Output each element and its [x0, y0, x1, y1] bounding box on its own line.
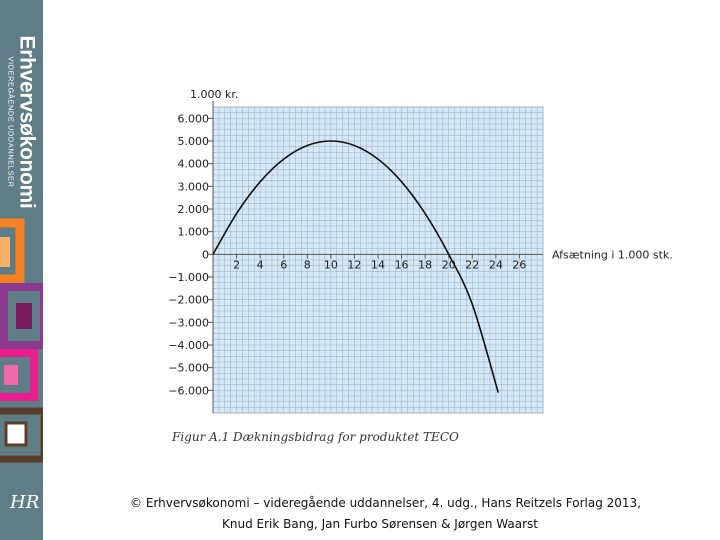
x-tick-label: 6 — [280, 258, 288, 272]
x-tick-label: 18 — [418, 258, 433, 272]
x-tick-label: 24 — [488, 258, 503, 272]
x-axis-label: Afsætning i 1.000 stk. — [552, 248, 673, 262]
y-tick-label: 3.000 — [177, 180, 209, 194]
x-tick-label: 14 — [371, 258, 385, 272]
x-tick-label: 22 — [465, 258, 480, 272]
x-tick-label: 20 — [441, 258, 456, 272]
x-tick-label: 10 — [323, 258, 338, 272]
y-tick-label: 4.000 — [177, 157, 209, 171]
x-tick-label: 12 — [347, 258, 362, 272]
y-tick-label: −3.000 — [168, 316, 209, 330]
brand-title: Erhvervsøkonomi — [15, 35, 39, 209]
footer-line-1: © Erhvervsøkonomi – videregående uddannelser, 4. udg., Hans Reitzels Forlag 2013, — [130, 496, 642, 510]
y-tick-label: −4.000 — [168, 339, 209, 352]
copyright-footer — [130, 493, 642, 535]
figure-caption: Figur A.1 Dækningsbidrag for produktet TECO — [172, 430, 459, 444]
brand-subtitle: VIDEREGÅENDE UDDANNELSER — [6, 56, 16, 188]
y-tick-labels — [168, 112, 213, 397]
publisher-logo: HR — [10, 492, 40, 513]
y-tick-label: −1.000 — [168, 271, 209, 284]
x-tick-label: 4 — [256, 258, 264, 272]
x-tick-label: 26 — [512, 258, 527, 272]
y-tick-label: −5.000 — [168, 361, 209, 375]
x-tick-label: 2 — [233, 258, 241, 272]
footer-line-2: Knud Erik Bang, Jan Furbo Sørensen & Jørgen Waarst — [222, 517, 538, 531]
y-tick-label: 2.000 — [177, 203, 209, 216]
y-tick-label: 0 — [202, 248, 209, 262]
x-tick-label: 16 — [394, 258, 409, 272]
y-tick-label: 5.000 — [177, 135, 209, 148]
y-tick-label: −2.000 — [168, 293, 209, 307]
y-tick-label: −6.000 — [168, 384, 209, 398]
x-tick-label: 8 — [303, 258, 311, 272]
y-tick-label: 1.000 — [177, 225, 209, 239]
y-tick-label: 6.000 — [177, 112, 209, 126]
y-unit-label: 1.000 kr. — [190, 88, 239, 101]
